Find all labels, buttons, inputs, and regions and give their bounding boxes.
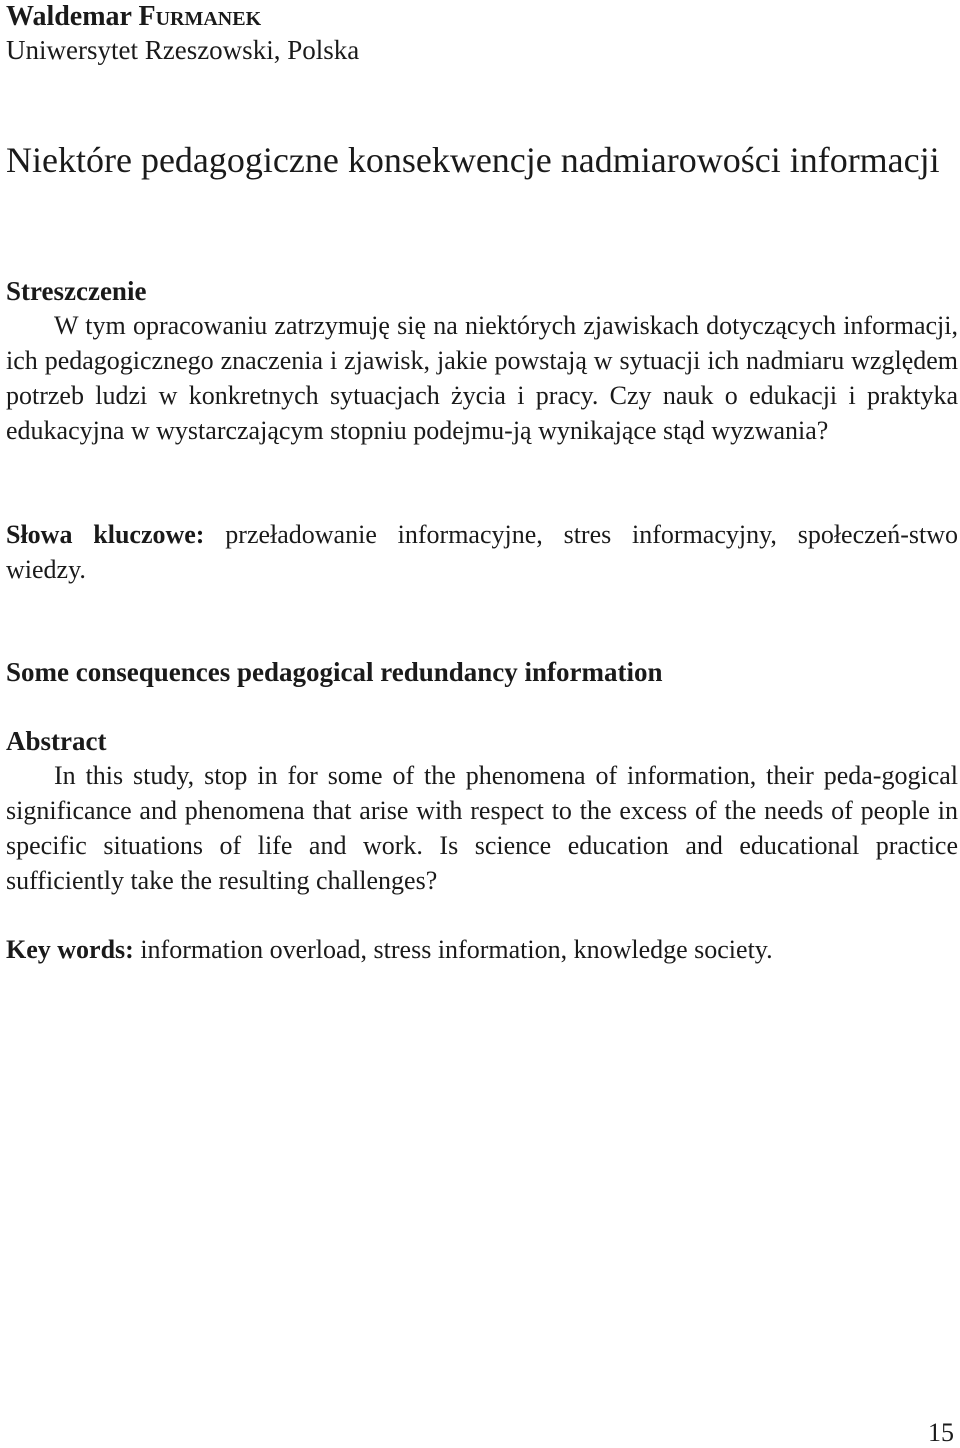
abstract-polish-heading: Streszczenie [6, 276, 147, 306]
keywords-english-text: information overload, stress information, knowledge society. [140, 935, 773, 964]
abstract-polish-text: W tym opracowaniu zatrzymuję się na niektórych zjawiskach dotyczących informacji, ich pedagogicznego znaczenia i zjawisk, jakie powstają w sytuacji ich nadmiaru względem potrzeb ludzi w konkretnych sytuacjach życia i pracy. Czy nauk o edukacji i praktyka edukacyjna w wystarczającym stopniu podejmu-ją wynikające stąd wyzwania? [6, 311, 958, 445]
page-number: 15 [928, 1418, 954, 1447]
keywords-english [6, 932, 958, 967]
keywords-polish [6, 517, 958, 587]
author-name [6, 0, 261, 34]
abstract-polish [6, 274, 958, 448]
keywords-polish-text: przeładowanie informacyjne, stres informacyjny, społeczeń-stwo wiedzy. [6, 520, 958, 584]
keywords-polish-label: Słowa kluczowe: [6, 520, 205, 549]
paper-title-english: Some consequences pedagogical redundancy information [6, 657, 663, 687]
author-affiliation: Uniwersytet Rzeszowski, Polska [6, 35, 360, 65]
paper-title-polish: Niektóre pedagogiczne konsekwencje nadmiarowości informacji [6, 140, 940, 180]
keywords-english-label: Key words: [6, 935, 134, 964]
abstract-english-heading: Abstract [6, 726, 107, 756]
author-surname: Furmanek [138, 1, 262, 32]
author-first-name: Waldemar [6, 1, 132, 32]
abstract-english [6, 724, 958, 898]
abstract-english-text: In this study, stop in for some of the phenomena of information, their peda-gogical significance and phenomena that arise with respect to the excess of the needs of people in specific situations of life and work. Is science education and educational practice sufficiently take the resulting challenges? [6, 761, 958, 895]
